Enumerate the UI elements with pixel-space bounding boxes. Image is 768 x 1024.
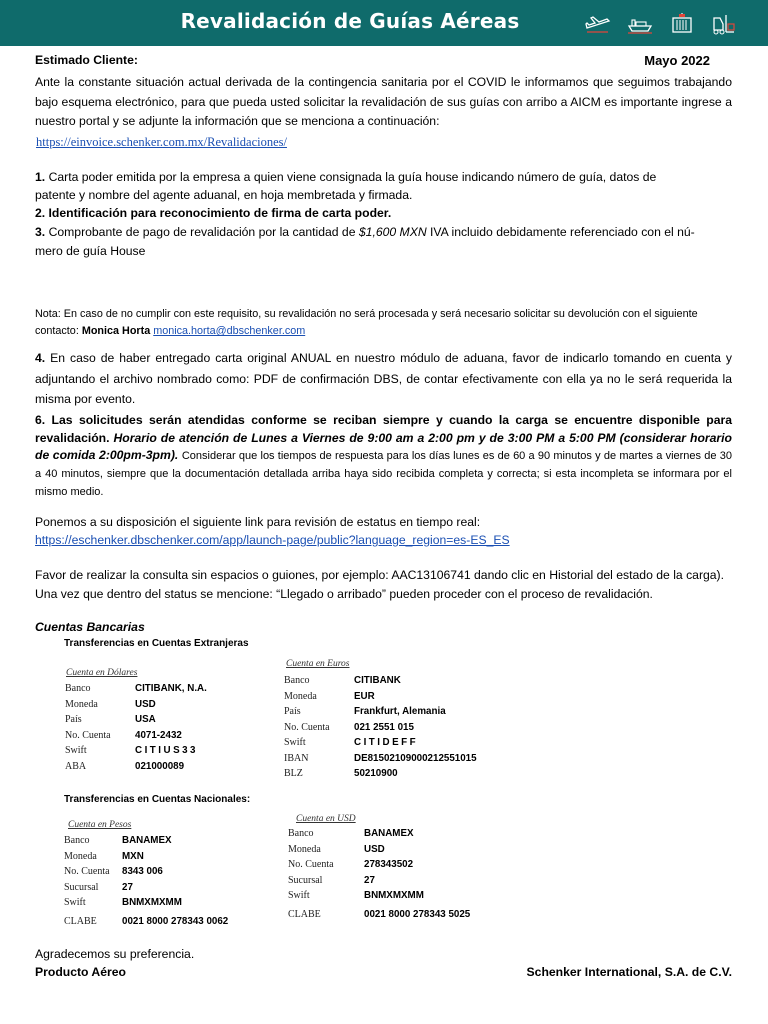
item-4-number: 4.	[35, 351, 46, 365]
field-label: No. Cuenta	[288, 859, 334, 871]
mxn-caption: Cuenta en Pesos	[68, 820, 132, 830]
field-label: Swift	[284, 737, 306, 749]
field-label: CLABE	[288, 909, 321, 920]
field-label: Moneda	[284, 690, 317, 702]
field-value: 0021 8000 278343 0062	[122, 916, 229, 927]
contact-name: Monica Horta	[81, 325, 151, 337]
field-label: Banco	[284, 675, 310, 687]
field-value: CITIUS33	[135, 745, 199, 757]
field-label: País	[284, 706, 301, 718]
greeting: Estimado Cliente:	[35, 53, 138, 67]
usd-foreign-caption: Cuenta en Dólares	[66, 668, 138, 678]
table-row	[288, 826, 470, 842]
field-value: 021000089	[135, 760, 185, 772]
item-3-amount: $1,600 MXN	[358, 225, 427, 239]
status-link-line	[35, 531, 732, 551]
page-title: Revalidación de Guías Aéreas	[180, 9, 520, 33]
field-label: Swift	[64, 897, 86, 909]
item-4-text: En caso de haber entregado carta original ANUAL en nuestro módulo de aduana, favor de indicarlo tomando en cuenta y adjuntando el archivo nombrado como: PDF de confirmación DBS, de contar efectivamente con ella ya no le será requerida la misma por evento.	[35, 351, 732, 406]
item-3-text-b: IVA incluido debidamente referenciado con el nú-	[430, 225, 695, 239]
table-row	[288, 857, 470, 873]
field-value: CITIBANK	[354, 675, 401, 687]
item-3-number: 3.	[35, 225, 46, 239]
field-label: Sucursal	[64, 881, 99, 893]
table-row	[284, 689, 477, 705]
field-value: CITIDEFF	[354, 737, 419, 749]
ship-icon	[626, 12, 654, 36]
item-1-cont: patente y nombre del agente aduanal, en hoja membretada y firmada.	[35, 188, 413, 202]
portal-link-line	[36, 133, 733, 153]
status-link[interactable]: https://eschenker.dbschenker.com/app/launch-page/public?language_region=es-ES_ES	[35, 533, 510, 547]
table-row	[64, 911, 228, 933]
field-label: No. Cuenta	[64, 866, 110, 878]
item-3	[35, 223, 732, 243]
field-value: 27	[364, 874, 375, 886]
field-value: 278343502	[364, 859, 414, 871]
date: Mayo 2022	[644, 53, 710, 68]
table-row	[284, 751, 477, 767]
field-value: Frankfurt, Alemania	[354, 706, 446, 718]
field-value: BANAMEX	[122, 835, 172, 847]
item-6	[35, 412, 732, 501]
department-text: Producto Aéreo	[35, 965, 126, 979]
item-4	[35, 348, 732, 410]
table-row	[288, 904, 470, 926]
field-label: No. Cuenta	[65, 729, 111, 741]
note-contact-prefix: contacto:	[35, 325, 79, 337]
field-value: 4071-2432	[135, 729, 182, 741]
table-row	[65, 728, 207, 744]
note-contact	[35, 323, 732, 340]
item-3-text: Comprobante de pago de revalidación por la cantidad de	[48, 225, 356, 239]
header-icons	[584, 12, 738, 36]
table-row	[288, 873, 470, 889]
contact-email-link[interactable]: monica.horta@dbschenker.com	[153, 325, 306, 337]
field-value: USD	[364, 843, 385, 855]
thanks-text: Agradecemos su preferencia.	[35, 947, 195, 961]
field-label: Banco	[288, 828, 314, 840]
field-label: IBAN	[284, 752, 309, 764]
table-row	[65, 759, 207, 775]
field-label: Moneda	[64, 850, 97, 862]
item-1-number: 1.	[35, 170, 46, 184]
field-label: Swift	[288, 890, 310, 902]
item-1	[35, 168, 732, 188]
table-row	[284, 766, 477, 782]
header-bar	[0, 0, 768, 46]
field-value: USD	[135, 698, 156, 710]
table-row	[284, 735, 477, 751]
field-value: 27	[122, 881, 133, 893]
field-value: DE81502109000212551015	[354, 752, 477, 764]
field-value: 0021 8000 278343 5025	[364, 909, 471, 920]
forklift-icon	[710, 12, 738, 36]
item-6-hours: Horario de atención de Lunes a Viernes de 9:00 am a 2:00 pm y de 3:00 PM a 5:00 PM (considerar horario de comida 2:00pm-3pm).	[35, 430, 732, 462]
field-value: BNMXMXMM	[364, 890, 424, 902]
item-2: 2. Identificación para reconocimiento de firma de carta poder.	[35, 206, 392, 220]
usd-foreign-table	[65, 681, 207, 774]
foreign-title: Transferencias en Cuentas Extranjeras	[64, 638, 249, 649]
table-row	[284, 673, 477, 689]
item-1-text: Carta poder emitida por la empresa a quien viene consignada la guía house indicando número de guía, datos de	[48, 170, 657, 184]
table-row	[64, 833, 228, 849]
eur-caption: Cuenta en Euros	[286, 659, 350, 669]
table-row	[65, 681, 207, 697]
usd-national-caption: Cuenta en USD	[296, 814, 356, 824]
field-label: Banco	[65, 683, 91, 695]
field-value: 8343 006	[122, 866, 163, 878]
field-value: 021 2551 015	[354, 721, 414, 733]
field-label: Moneda	[65, 698, 98, 710]
eur-table	[284, 673, 477, 782]
field-value: 50210900	[354, 768, 398, 780]
plane-icon	[584, 12, 612, 36]
field-value: USA	[135, 714, 156, 726]
field-label: CLABE	[64, 916, 97, 927]
table-row	[284, 704, 477, 720]
consult-paragraph: Favor de realizar la consulta sin espacios o guiones, por ejemplo: AAC13106741 dando clic en Historial del estado de la carga). Una vez que dentro del status se mencione: “Llegado o arribado” pueden proceder con el proceso de revalidación.	[35, 568, 724, 601]
container-icon	[668, 12, 696, 36]
item-6-lead: 6. Las solicitudes serán atendidas conforme se reciban siempre y cuando la carga se encuentre disponible para revalidación.	[35, 413, 732, 445]
table-row	[288, 888, 470, 904]
national-title: Transferencias en Cuentas Nacionales:	[64, 794, 251, 805]
field-label: Banco	[64, 835, 90, 847]
field-label: Moneda	[288, 843, 321, 855]
mxn-table	[64, 833, 228, 933]
company-name: Schenker International, S.A. de C.V.	[526, 965, 732, 979]
field-value: MXN	[122, 850, 144, 862]
table-row	[64, 849, 228, 865]
field-label: BLZ	[284, 768, 303, 780]
item-6-rest: Considerar que los tiempos de respuesta para los días lunes es de 60 a 90 minutos y de martes a viernes de 30 a 40 minutos, siempre que la documentación detallada arriba haya sido recibida completa y correcta; si esta incompleta se informara por el mismo medio.	[35, 450, 732, 498]
note-text: Nota: En caso de no cumplir con este requisito, su revalidación no será procesada y será necesario solicitar su devolución con el siguiente	[35, 308, 698, 320]
intro-paragraph: Ante la constante situación actual derivada de la contingencia sanitaria por el COVID le informamos que seguimos trabajando bajo esquema electrónico, para que pueda usted solicitar la revalidación de sus guías con arribo a AICM es importante ingrese a nuestro portal y se adjunte la información que se menciona a continuación:	[35, 75, 732, 128]
table-row	[64, 864, 228, 880]
table-row	[288, 842, 470, 858]
field-label: País	[65, 714, 82, 726]
field-value: BNMXMXMM	[122, 897, 182, 909]
banks-title: Cuentas Bancarias	[35, 620, 145, 634]
field-value: BANAMEX	[364, 828, 414, 840]
field-value: EUR	[354, 690, 375, 702]
table-row	[284, 720, 477, 736]
field-label: No. Cuenta	[284, 721, 330, 733]
portal-link[interactable]: https://einvoice.schenker.com.mx/Revalidaciones/	[36, 135, 287, 149]
field-label: Swift	[65, 745, 87, 757]
usd-national-table	[288, 826, 470, 926]
table-row	[64, 895, 228, 911]
item-3-cont: mero de guía House	[35, 244, 146, 258]
field-label: ABA	[65, 760, 87, 772]
field-value: CITIBANK, N.A.	[135, 683, 207, 695]
status-lead: Ponemos a su disposición el siguiente link para revisión de estatus en tiempo real:	[35, 515, 481, 529]
table-row	[64, 880, 228, 896]
table-row	[65, 697, 207, 713]
table-row	[65, 743, 207, 759]
field-label: Sucursal	[288, 874, 323, 886]
table-row	[65, 712, 207, 728]
